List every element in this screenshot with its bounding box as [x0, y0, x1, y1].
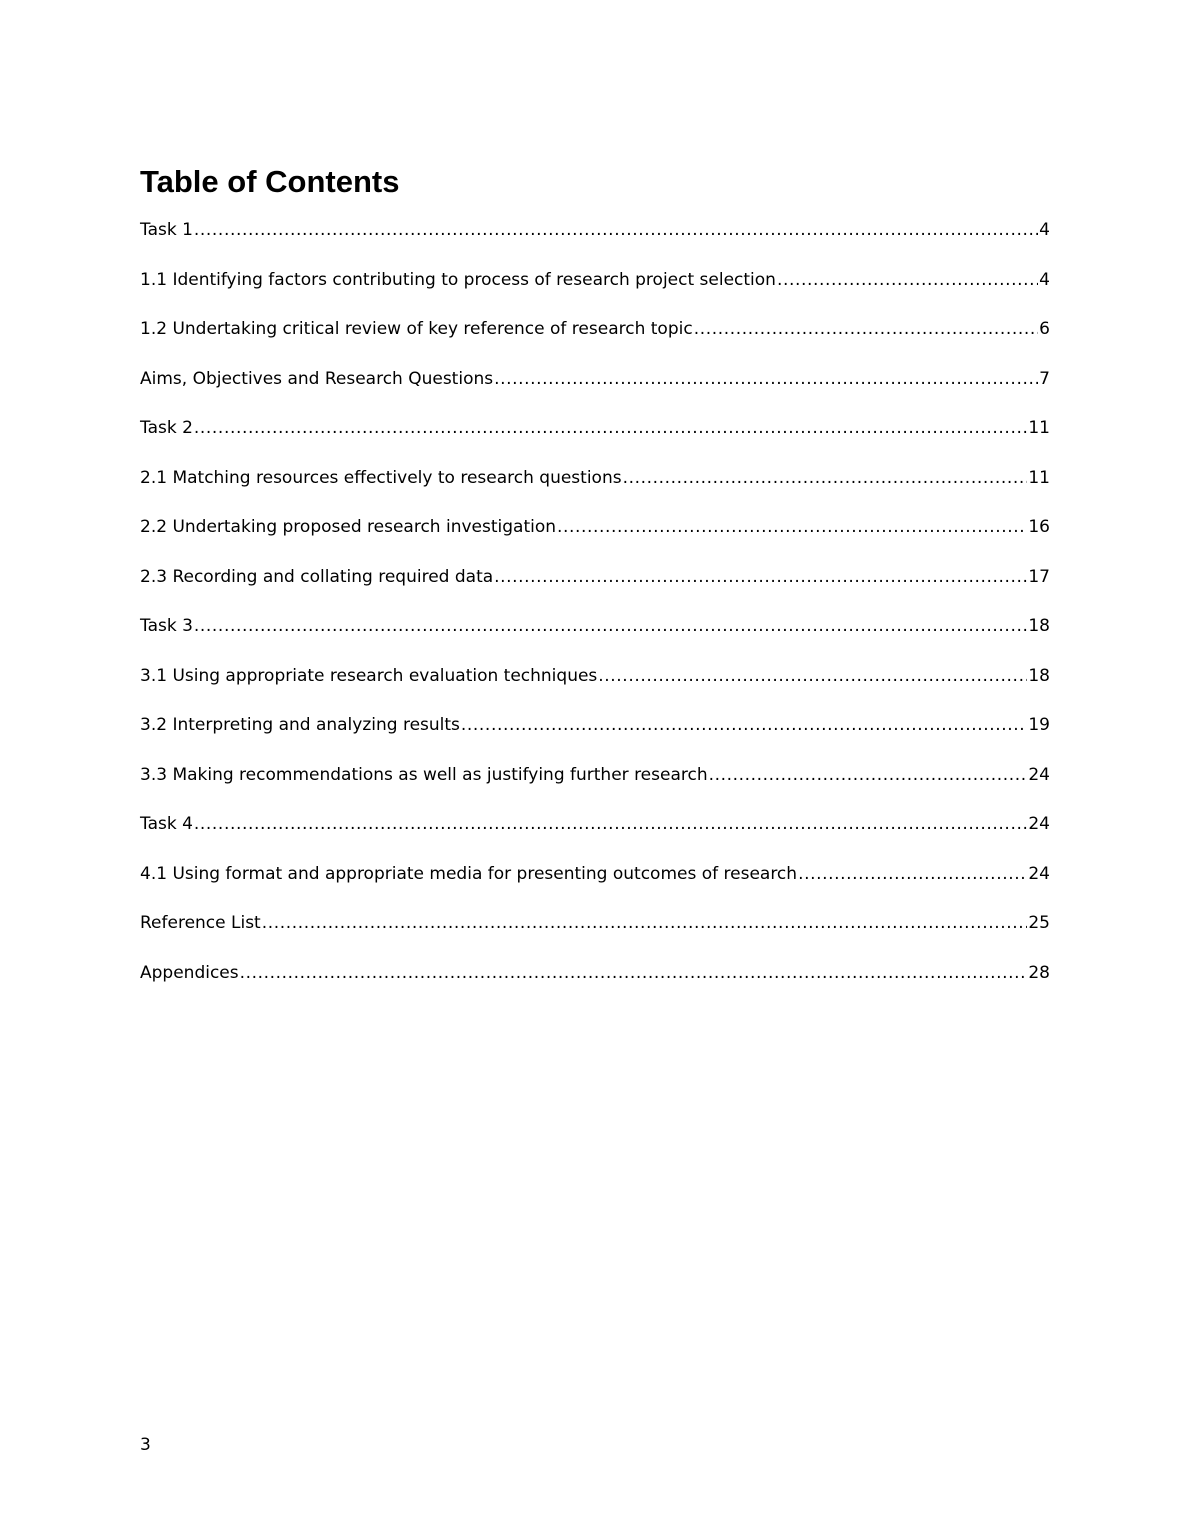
toc-dot-leader: [461, 712, 1027, 738]
toc-entry[interactable]: [140, 663, 1050, 713]
toc-entry-title: 3.2 Interpreting and analyzing results: [140, 715, 460, 735]
toc-entry-title: 2.2 Undertaking proposed research investigation: [140, 517, 557, 537]
toc-entry-page: 17: [1028, 566, 1050, 587]
toc-entry-page: 25: [1028, 913, 1050, 933]
toc-entry-title: Task 4: [140, 814, 193, 834]
toc-dot-leader: [694, 316, 1038, 342]
toc-entry-page: 24: [1028, 863, 1050, 884]
toc-entry-title: 3.1 Using appropriate research evaluation techniques: [140, 665, 598, 686]
toc-entry-page: 11: [1028, 467, 1050, 488]
toc-heading: Table of Contents: [140, 164, 400, 199]
toc-entry[interactable]: [140, 514, 1050, 564]
toc-entry[interactable]: [140, 267, 1050, 317]
toc-entry-page: 18: [1028, 665, 1050, 686]
toc-entry-page: 18: [1028, 616, 1050, 636]
toc-entry[interactable]: [140, 613, 1050, 663]
toc-entry[interactable]: [140, 861, 1050, 911]
toc-dot-leader: [194, 613, 1027, 639]
toc-entry-title: 1.1 Identifying factors contributing to process of research project selection: [140, 269, 776, 290]
toc-entry-title: Task 3: [140, 616, 193, 636]
toc-entry[interactable]: [140, 910, 1050, 960]
toc-dot-leader: [262, 910, 1028, 936]
toc-dot-leader: [494, 366, 1038, 392]
toc-entry-title: Appendices: [140, 962, 239, 983]
toc-entry[interactable]: [140, 465, 1050, 515]
toc-entry-page: 24: [1028, 764, 1050, 785]
toc-entry[interactable]: [140, 960, 1050, 1010]
toc-entry[interactable]: [140, 564, 1050, 614]
toc-entry-page: 6: [1039, 319, 1050, 339]
toc-dot-leader: [777, 267, 1038, 293]
toc-entry[interactable]: [140, 415, 1050, 465]
toc-dot-leader: [494, 564, 1027, 590]
toc-entry-title: 3.3 Making recommendations as well as justifying further research: [140, 764, 708, 785]
toc-entry-title: 2.3 Recording and collating required data: [140, 566, 494, 587]
toc-entry-title: 2.1 Matching resources effectively to research questions: [140, 467, 622, 488]
toc-dot-leader: [194, 811, 1027, 837]
toc-entry[interactable]: [140, 217, 1050, 267]
toc-entry-title: Reference List: [140, 913, 261, 933]
toc-entry-title: 4.1 Using format and appropriate media for presenting outcomes of research: [140, 863, 798, 884]
toc-entry-page: 4: [1039, 269, 1050, 290]
toc-entry-title: Task 1: [140, 220, 193, 240]
toc-entry-page: 16: [1028, 517, 1050, 537]
toc-list: [140, 217, 1050, 1009]
toc-entry[interactable]: [140, 316, 1050, 366]
toc-entry-title: 1.2 Undertaking critical review of key reference of research topic: [140, 319, 693, 339]
toc-dot-leader: [194, 217, 1038, 243]
toc-entry-page: 28: [1028, 962, 1050, 983]
toc-entry[interactable]: [140, 811, 1050, 861]
toc-entry[interactable]: [140, 762, 1050, 812]
toc-entry-title: Aims, Objectives and Research Questions: [140, 368, 494, 389]
toc-entry-page: 4: [1039, 220, 1050, 240]
toc-entry[interactable]: [140, 366, 1050, 416]
toc-entry-page: 19: [1028, 715, 1050, 735]
page-number: 3: [140, 1435, 151, 1455]
toc-dot-leader: [623, 465, 1028, 491]
toc-dot-leader: [709, 762, 1028, 788]
toc-entry-page: 7: [1039, 368, 1050, 389]
toc-entry-title: Task 2: [140, 418, 193, 438]
toc-entry-page: 24: [1028, 814, 1050, 834]
toc-dot-leader: [240, 960, 1028, 986]
toc-entry-page: 11: [1028, 418, 1050, 438]
toc-dot-leader: [798, 861, 1027, 887]
toc-dot-leader: [598, 663, 1027, 689]
toc-dot-leader: [194, 415, 1027, 441]
toc-dot-leader: [557, 514, 1027, 540]
toc-entry[interactable]: [140, 712, 1050, 762]
